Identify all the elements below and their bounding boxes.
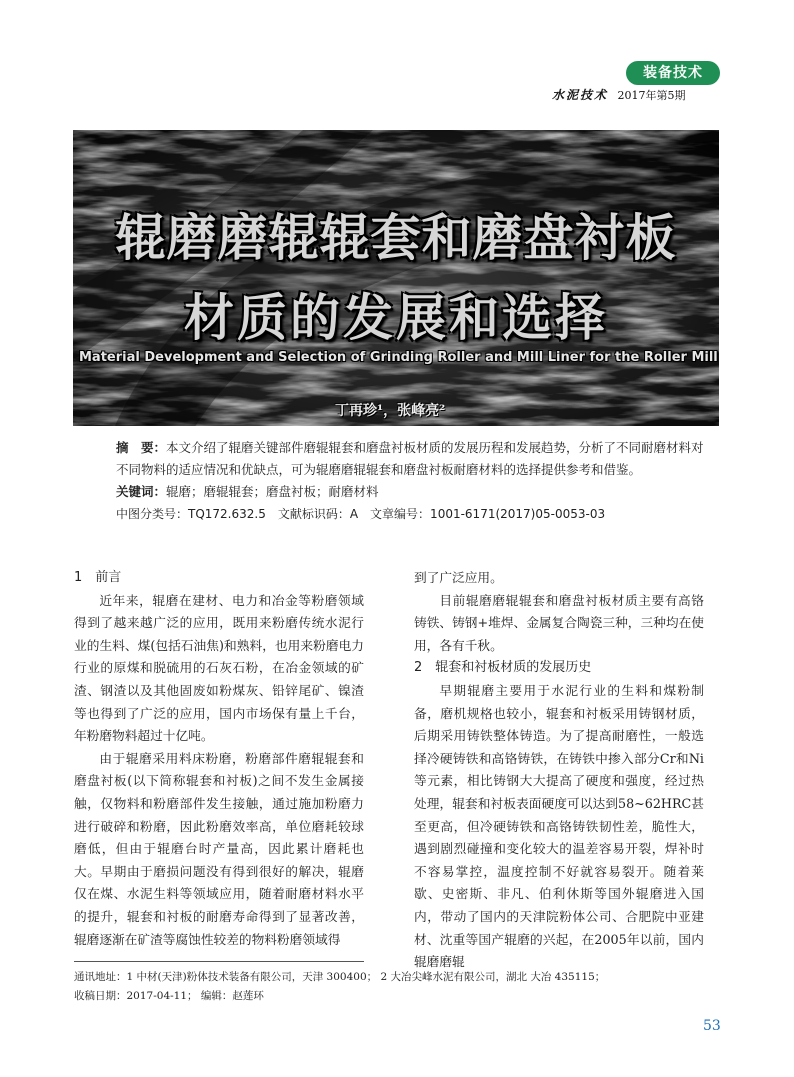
keywords-line [116,481,706,503]
section-badge: 装备技术 [626,61,720,85]
footnote-divider [74,961,364,962]
title-banner [73,130,719,426]
right-column [414,567,704,974]
abstract-label: 摘 要： [116,440,167,455]
footnote-received: 收稿日期：2017-04-11； 编辑：赵莲环 [74,990,264,1002]
body-paragraph: 早期辊磨主要用于水泥行业的生料和煤粉制备，磨机规格也较小，辊套和衬板采用铸钢材质，后期采用铸铁整体铸造。为了提高耐磨性，一般选择冷硬铸铁和高铬铸铁，在铸铁中掺入部分Cr和Ni等元素，相比铸钢大大提高了硬度和强度，经过热处理，辊套和衬板表面硬度可以达到58~62HRC甚至更高，但冷硬铸铁和高铬铸铁韧性差，脆性大，遇到剧烈碰撞和变化较大的温差容易开裂，焊补时不容易掌控，温度控制不好就容易裂开。随着莱歇、史密斯、非凡、伯利休斯等国外辊磨进入国内，带动了国内的天津院粉体公司、合肥院中亚建材、沈重等国产辊磨的兴起，在2005年以前，国内辊磨磨辊 [414,682,704,970]
footnote [74,968,605,1006]
classification-meta: 中图分类号：TQ172.632.5 文献标识码：A 文章编号：1001-6171(2017)05-0053-03 [116,507,606,521]
footnote-address: 通讯地址：1 中材(天津)粉体技术装备有限公司，天津 300400； 2 大冶尖峰水泥有限公司，湖北 大冶 435115； [74,971,606,983]
journal-name: 水泥技术 [552,88,609,102]
left-column [74,567,364,951]
body-paragraph: 近年来，辊磨在建材、电力和冶金等粉磨领域得到了越来越广泛的应用，既用来粉磨传统水泥行业的生料、煤(包括石油焦)和熟料，也用来粉磨电力行业的原煤和脱硫用的石灰石粉，在冶金领域的矿渣、钢渣以及其他固废如粉煤灰、铅锌尾矿、镍渣等也得到了广泛的应用，国内市场保有量上千台，年粉磨物料超过十亿吨。 [74,592,364,744]
keywords: 辊磨；磨辊辊套；磨盘衬板；耐磨材料 [166,484,379,499]
page-number: 53 [703,1018,721,1034]
section-heading-1: 1 前言 [74,570,122,585]
abstract-paragraph [116,437,706,481]
journal-issue: 2017年第5期 [617,89,686,102]
english-title: Material Development and Selection of Grinding Roller and Mill Liner for the Roller Mill [79,350,718,365]
section-heading-2: 2 辊套和衬板材质的发展历史 [414,660,592,676]
abstract-block [116,437,706,525]
body-paragraph: 到了广泛应用。 [414,570,503,585]
body-paragraph: 由于辊磨采用料床粉磨，粉磨部件磨辊辊套和磨盘衬板(以下简称辊套和衬板)之间不发生金属接触，仅物料和粉磨部件发生接触，通过施加粉磨力进行破碎和粉磨，因此粉磨效率高，单位磨耗较球磨低，但由于辊磨台时产量高，因此累计磨耗也大。早期由于磨损问题没有得到很好的解决，辊磨仅在煤、水泥生料等领域应用，随着耐磨材料水平的提升，辊套和衬板的耐磨寿命得到了显著改善，辊磨逐渐在矿渣等腐蚀性较差的物料粉磨领域得 [74,750,364,947]
body-paragraph: 目前辊磨磨辊辊套和磨盘衬板材质主要有高铬铸铁、铸钢+堆焊、金属复合陶瓷三种，三种均在使用，各有千秋。 [414,592,704,653]
authors: 丁再珍¹，张峰亮² [335,403,446,419]
keywords-label: 关键词： [116,484,167,499]
title-line-1: 辊磨磨辊辊套和磨盘衬板 [115,209,677,267]
title-line-2: 材质的发展和选择 [184,289,608,347]
abstract-text: 本文介绍了辊磨关键部件磨辊辊套和磨盘衬板材质的发展历程和发展趋势，分析了不同耐磨材料对不同物料的适应情况和优缺点，可为辊磨磨辊辊套和磨盘衬板耐磨材料的选择提供参考和借鉴。 [116,440,704,477]
journal-header [552,86,686,103]
